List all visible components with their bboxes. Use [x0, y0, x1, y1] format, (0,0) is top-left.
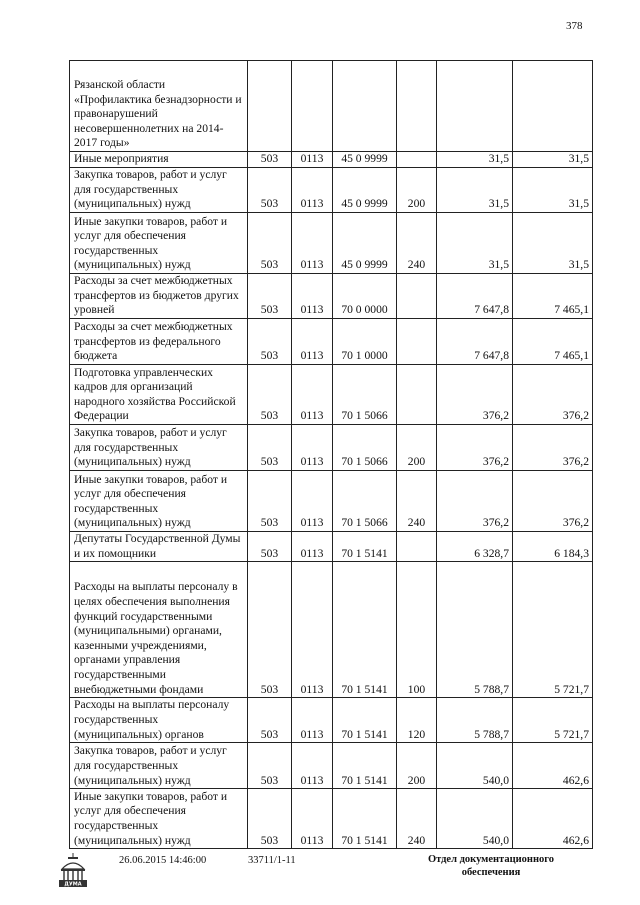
amount-plan: 376,2 [437, 471, 513, 532]
amount-plan: 7 647,8 [437, 319, 513, 365]
amount-plan: 376,2 [437, 365, 513, 425]
section-code: 0113 [292, 168, 333, 213]
section-code: 0113 [292, 532, 333, 562]
dept-code: 503 [248, 213, 292, 274]
row-description: Подготовка управленческих кадров для организаций народного хозяйства Российской Федерации [70, 365, 248, 425]
expense-type-code: 100 [397, 562, 437, 698]
row-description: Расходы на выплаты персоналу государственных (муниципальных) органов [70, 698, 248, 743]
target-article-code: 70 1 5141 [333, 698, 397, 743]
table-row [70, 213, 593, 274]
dept-code: 503 [248, 319, 292, 365]
expense-type-code: 240 [397, 789, 437, 849]
table-row [70, 365, 593, 425]
target-article-code: 70 1 5141 [333, 562, 397, 698]
amount-executed: 7 465,1 [513, 274, 593, 319]
table-row [70, 319, 593, 365]
target-article-code: 70 1 5066 [333, 471, 397, 532]
amount-plan: 5 788,7 [437, 698, 513, 743]
expense-type-code [397, 274, 437, 319]
section-code [292, 61, 333, 152]
amount-executed: 376,2 [513, 471, 593, 532]
document-number: 33711/1-11 [248, 855, 296, 866]
expense-type-code: 240 [397, 213, 437, 274]
table-row [70, 698, 593, 743]
amount-plan: 540,0 [437, 743, 513, 789]
row-description: Депутаты Государственной Думы и их помощники [70, 532, 248, 562]
target-article-code: 70 1 5141 [333, 743, 397, 789]
row-description: Иные закупки товаров, работ и услуг для обеспечения государственных (муниципальных) нужд [70, 213, 248, 274]
amount-executed: 31,5 [513, 213, 593, 274]
section-code: 0113 [292, 152, 333, 168]
section-code: 0113 [292, 789, 333, 849]
section-code: 0113 [292, 471, 333, 532]
amount-plan: 7 647,8 [437, 274, 513, 319]
row-description: Расходы за счет межбюджетных трансфертов из бюджетов других уровней [70, 274, 248, 319]
section-code: 0113 [292, 425, 333, 471]
dept-code: 503 [248, 425, 292, 471]
table-row [70, 562, 593, 698]
expense-type-code [397, 532, 437, 562]
section-code: 0113 [292, 365, 333, 425]
row-description: Закупка товаров, работ и услуг для государственных (муниципальных) нужд [70, 168, 248, 213]
dept-code: 503 [248, 274, 292, 319]
dept-code: 503 [248, 698, 292, 743]
duma-emblem-icon [56, 852, 90, 888]
target-article-code: 70 1 5066 [333, 425, 397, 471]
row-description: Закупка товаров, работ и услуг для государственных (муниципальных) нужд [70, 743, 248, 789]
amount-plan: 31,5 [437, 213, 513, 274]
amount-executed: 462,6 [513, 789, 593, 849]
row-description: Иные закупки товаров, работ и услуг для обеспечения государственных (муниципальных) нужд [70, 789, 248, 849]
department-line-2: обеспечения [461, 867, 521, 878]
target-article-code: 70 1 5066 [333, 365, 397, 425]
budget-table [69, 60, 593, 849]
dept-code: 503 [248, 152, 292, 168]
dept-code: 503 [248, 743, 292, 789]
amount-plan [437, 61, 513, 152]
target-article-code [333, 61, 397, 152]
target-article-code: 45 0 9999 [333, 152, 397, 168]
section-code: 0113 [292, 274, 333, 319]
row-description: Рязанской области «Профилактика безнадзорности и правонарушений несовершеннолетних на 2014-2017 годы» [70, 61, 248, 152]
target-article-code: 45 0 9999 [333, 213, 397, 274]
section-code: 0113 [292, 698, 333, 743]
section-code: 0113 [292, 319, 333, 365]
section-code: 0113 [292, 743, 333, 789]
target-article-code: 45 0 9999 [333, 168, 397, 213]
table-row [70, 274, 593, 319]
amount-plan: 5 788,7 [437, 562, 513, 698]
expense-type-code [397, 319, 437, 365]
row-description: Расходы за счет межбюджетных трансфертов из федерального бюджета [70, 319, 248, 365]
amount-plan: 31,5 [437, 168, 513, 213]
section-code: 0113 [292, 562, 333, 698]
dept-code [248, 61, 292, 152]
table-row [70, 425, 593, 471]
amount-plan: 540,0 [437, 789, 513, 849]
amount-plan: 6 328,7 [437, 532, 513, 562]
expense-type-code: 200 [397, 168, 437, 213]
table-row [70, 532, 593, 562]
amount-plan: 376,2 [437, 425, 513, 471]
svg-text:ДУМА: ДУМА [64, 881, 82, 888]
row-description: Иные мероприятия [70, 152, 248, 168]
amount-executed: 376,2 [513, 365, 593, 425]
target-article-code: 70 0 0000 [333, 274, 397, 319]
page-footer [0, 848, 640, 905]
table-row [70, 152, 593, 168]
expense-type-code: 120 [397, 698, 437, 743]
expense-type-code [397, 365, 437, 425]
dept-code: 503 [248, 532, 292, 562]
row-description: Иные закупки товаров, работ и услуг для обеспечения государственных (муниципальных) нужд [70, 471, 248, 532]
row-description: Закупка товаров, работ и услуг для государственных (муниципальных) нужд [70, 425, 248, 471]
dept-code: 503 [248, 789, 292, 849]
print-timestamp: 26.06.2015 14:46:00 [119, 855, 207, 866]
dept-code: 503 [248, 562, 292, 698]
expense-type-code: 240 [397, 471, 437, 532]
amount-plan: 31,5 [437, 152, 513, 168]
amount-executed: 5 721,7 [513, 562, 593, 698]
target-article-code: 70 1 0000 [333, 319, 397, 365]
amount-executed: 5 721,7 [513, 698, 593, 743]
section-code: 0113 [292, 213, 333, 274]
amount-executed [513, 61, 593, 152]
table-row [70, 789, 593, 849]
table-row [70, 743, 593, 789]
table-row [70, 471, 593, 532]
amount-executed: 31,5 [513, 168, 593, 213]
target-article-code: 70 1 5141 [333, 789, 397, 849]
expense-type-code: 200 [397, 425, 437, 471]
table-row [70, 168, 593, 213]
department-stamp [412, 853, 570, 879]
amount-executed: 6 184,3 [513, 532, 593, 562]
row-description: Расходы на выплаты персоналу в целях обеспечения выполнения функций государственными (муниципальными) органами, казенными учреждениями, органами управления государственными внебюджетными фондами [70, 562, 248, 698]
dept-code: 503 [248, 471, 292, 532]
amount-executed: 31,5 [513, 152, 593, 168]
amount-executed: 462,6 [513, 743, 593, 789]
amount-executed: 376,2 [513, 425, 593, 471]
expense-type-code: 200 [397, 743, 437, 789]
amount-executed: 7 465,1 [513, 319, 593, 365]
dept-code: 503 [248, 168, 292, 213]
expense-type-code [397, 61, 437, 152]
dept-code: 503 [248, 365, 292, 425]
expense-type-code [397, 152, 437, 168]
table-row [70, 61, 593, 152]
target-article-code: 70 1 5141 [333, 532, 397, 562]
department-line-1: Отдел документационного [427, 854, 555, 865]
page-number: 378 [566, 20, 583, 32]
